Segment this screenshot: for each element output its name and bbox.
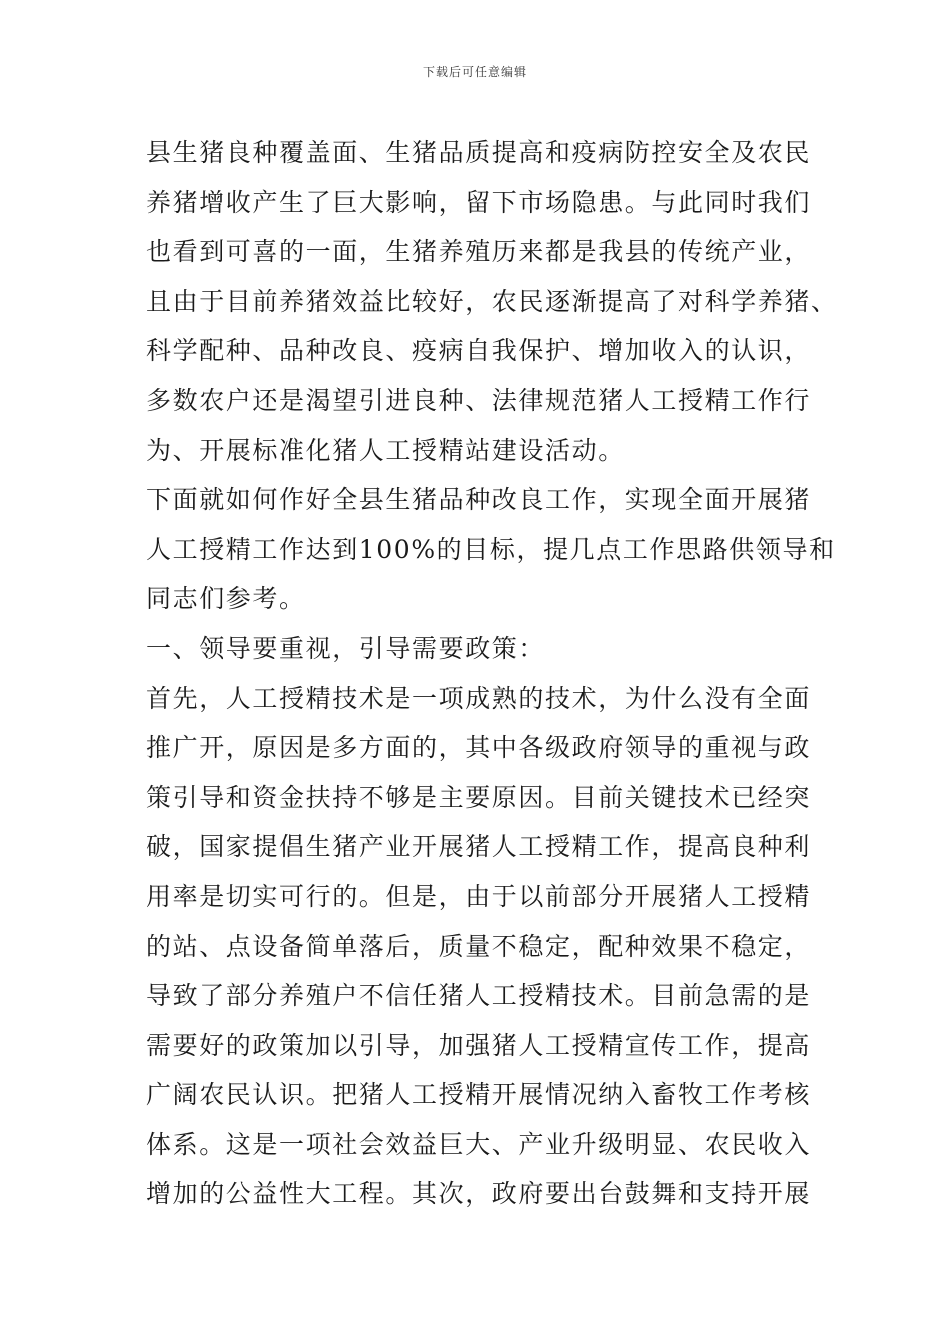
section-heading: 一、领导要重视，引导需要政策：	[146, 633, 546, 663]
paragraph-line: 的站、点设备简单落后，质量不稳定，配种效果不稳定，	[146, 931, 812, 961]
paragraph-line: 导致了部分养殖户不信任猪人工授精技术。目前急需的是	[146, 981, 812, 1011]
paragraph-line: 增加的公益性大工程。其次，政府要出台鼓舞和支持开展	[146, 1179, 812, 1209]
page-header: 下载后可任意编辑	[422, 65, 527, 79]
paragraph-line: 推广开，原因是多方面的，其中各级政府领导的重视与政	[146, 733, 812, 763]
paragraph-line: 用率是切实可行的。但是，由于以前部分开展猪人工授精	[146, 881, 812, 911]
paragraph-line: 下面就如何作好全县生猪品种改良工作，实现全面开展猪	[146, 485, 812, 515]
paragraph-line: 策引导和资金扶持不够是主要原因。目前关键技术已经突	[146, 782, 812, 812]
paragraph-line: 且由于目前养猪效益比较好，农民逐渐提高了对科学养猪、	[146, 286, 838, 316]
paragraph-line: 多数农户还是渴望引进良种、法律规范猪人工授精工作行	[146, 385, 812, 415]
paragraph-line: 需要好的政策加以引导，加强猪人工授精宣传工作，提高	[146, 1030, 812, 1060]
paragraph-line: 广阔农民认识。把猪人工授精开展情况纳入畜牧工作考核	[146, 1080, 812, 1110]
paragraph-line: 科学配种、品种改良、疫病自我保护、增加收入的认识，	[146, 336, 812, 366]
document-body	[146, 128, 846, 1219]
paragraph-line: 养猪增收产生了巨大影响，留下市场隐患。与此同时我们	[146, 187, 812, 217]
paragraph-line: 破，国家提倡生猪产业开展猪人工授精工作，提高良种利	[146, 832, 812, 862]
paragraph-line: 为、开展标准化猪人工授精站建设活动。	[146, 435, 625, 465]
paragraph-line: 人工授精工作达到100%的目标，提几点工作思路供领导和	[146, 534, 836, 564]
paragraph-line: 也看到可喜的一面，生猪养殖历来都是我县的传统产业，	[146, 237, 812, 267]
paragraph-line: 体系。这是一项社会效益巨大、产业升级明显、农民收入	[146, 1129, 812, 1159]
paragraph-line: 同志们参考。	[146, 584, 306, 614]
paragraph-line: 县生猪良种覆盖面、生猪品质提高和疫病防控安全及农民	[146, 138, 812, 167]
paragraph-line: 首先，人工授精技术是一项成熟的技术，为什么没有全面	[146, 683, 812, 713]
